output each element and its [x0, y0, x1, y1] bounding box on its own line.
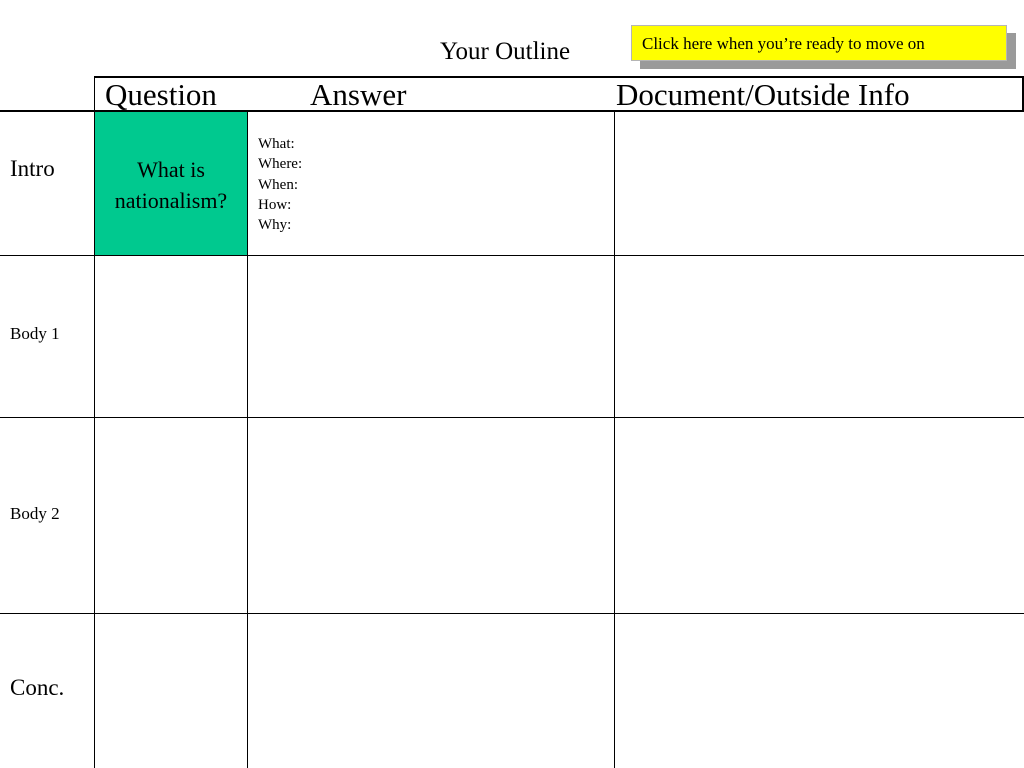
answer-prompt-list — [258, 134, 302, 235]
answer-prompt-where: Where: — [258, 156, 303, 173]
row-label-intro: Intro — [10, 156, 55, 181]
answer-prompt-why: Why: — [258, 217, 292, 234]
intro-question-line2: nationalism? — [114, 188, 228, 213]
row-divider-intro — [0, 255, 1024, 256]
move-on-button[interactable]: Click here when you’re ready to move on — [631, 25, 1007, 61]
row-divider-body2 — [0, 613, 1024, 614]
row-label-body2: Body 2 — [10, 504, 60, 523]
intro-question-text — [95, 154, 247, 216]
row-divider-body1 — [0, 417, 1024, 418]
answer-prompt-what: What: — [258, 136, 295, 152]
page-title: Your Outline — [439, 38, 571, 65]
answer-prompt-how: How: — [258, 196, 292, 213]
row-label-body1: Body 1 — [10, 324, 60, 343]
column-header-answer: Answer — [310, 77, 407, 112]
answer-column-left-border — [247, 111, 248, 768]
document-column-left-border — [614, 111, 615, 768]
intro-question-line1: What is — [137, 157, 205, 182]
row-label-conclusion: Conc. — [10, 675, 65, 700]
column-header-document: Document/Outside Info — [616, 77, 910, 112]
answer-prompt-when: When: — [258, 176, 298, 193]
column-header-question: Question — [105, 77, 217, 112]
